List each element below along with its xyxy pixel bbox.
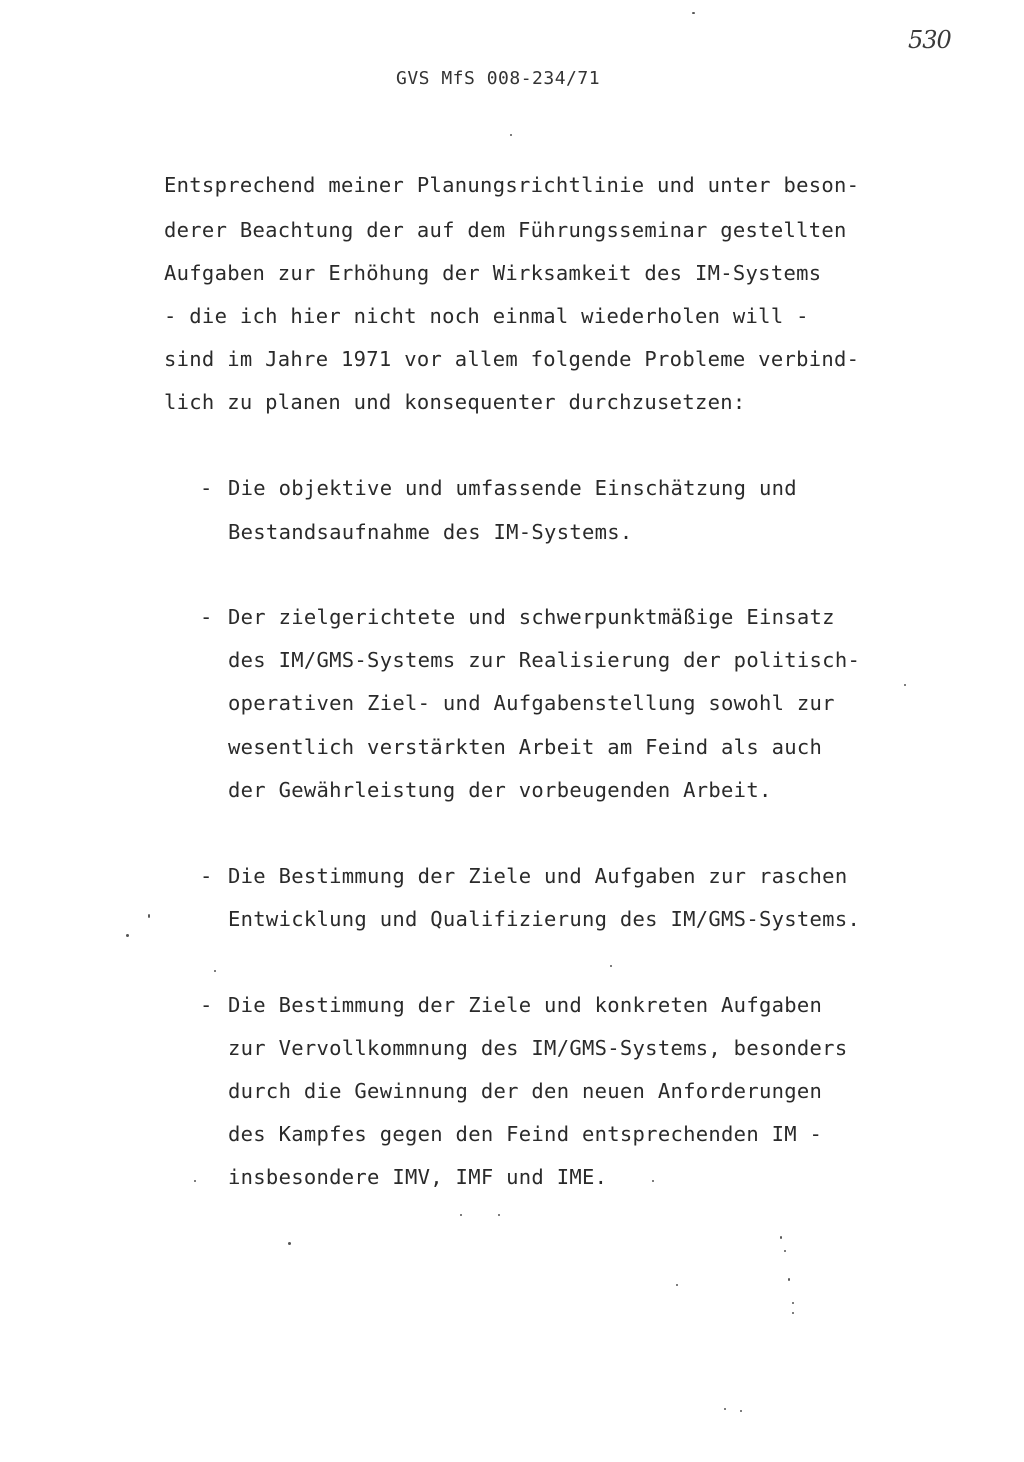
bullet-dash: - [200, 993, 213, 1017]
bullet-line: des IM/GMS-Systems zur Realisierung der politisch- [228, 648, 861, 672]
bullet-line: Die Bestimmung der Ziele und Aufgaben zur raschen [228, 864, 848, 888]
scan-speck [792, 1302, 794, 1304]
paragraph-line: derer Beachtung der auf dem Führungsseminar gestellten [164, 218, 847, 242]
paragraph-line: sind im Jahre 1971 vor allem folgende Probleme verbind- [164, 347, 860, 371]
bullet-line: Der zielgerichtete und schwerpunktmäßige Einsatz [228, 605, 835, 629]
scan-speck [288, 1242, 291, 1245]
bullet-line: Bestandsaufnahme des IM-Systems. [228, 520, 633, 544]
scan-speck [792, 1312, 794, 1314]
scan-speck [740, 1410, 742, 1412]
scan-speck [904, 684, 906, 686]
scan-speck [692, 12, 695, 14]
paragraph-line: Entsprechend meiner Planungsrichtlinie und unter beson- [164, 173, 860, 197]
bullet-line: zur Vervollkommnung des IM/GMS-Systems, besonders [228, 1036, 848, 1060]
scan-speck [460, 1214, 462, 1216]
scan-speck [724, 1408, 726, 1410]
scan-speck [784, 1250, 786, 1252]
handwritten-page-number: 530 [908, 26, 951, 54]
paragraph-line: Aufgaben zur Erhöhung der Wirksamkeit des IM-Systems [164, 261, 822, 285]
scan-speck [126, 934, 129, 937]
scan-speck [148, 914, 150, 918]
bullet-line: durch die Gewinnung der den neuen Anforderungen [228, 1079, 823, 1103]
scan-speck [780, 1236, 782, 1239]
bullet-line: wesentlich verstärkten Arbeit am Feind als auch [228, 735, 823, 759]
scan-speck [510, 134, 512, 136]
scan-speck [194, 1180, 196, 1182]
bullet-line: Die Bestimmung der Ziele und konkreten Aufgaben [228, 993, 823, 1017]
bullet-dash: - [200, 476, 213, 500]
scan-speck [498, 1214, 500, 1216]
bullet-dash: - [200, 605, 213, 629]
bullet-line: des Kampfes gegen den Feind entsprechenden IM - [228, 1122, 823, 1146]
paragraph-line: lich zu planen und konsequenter durchzusetzen: [164, 390, 746, 414]
bullet-dash: - [200, 864, 213, 888]
document-reference: GVS MfS 008-234/71 [396, 68, 601, 89]
paragraph-line: - die ich hier nicht noch einmal wiederholen will - [164, 304, 809, 328]
scan-speck [788, 1278, 790, 1281]
bullet-line: der Gewährleistung der vorbeugenden Arbeit. [228, 778, 772, 802]
bullet-line: insbesondere IMV, IMF und IME. [228, 1165, 608, 1189]
scan-speck [610, 965, 612, 967]
bullet-line: Entwicklung und Qualifizierung des IM/GMS-Systems. [228, 907, 861, 931]
bullet-line: operativen Ziel- und Aufgabenstellung sowohl zur [228, 691, 835, 715]
bullet-line: Die objektive und umfassende Einschätzung und [228, 476, 797, 500]
scan-speck [652, 1180, 654, 1182]
scan-speck [214, 970, 216, 972]
scan-speck [676, 1284, 678, 1286]
